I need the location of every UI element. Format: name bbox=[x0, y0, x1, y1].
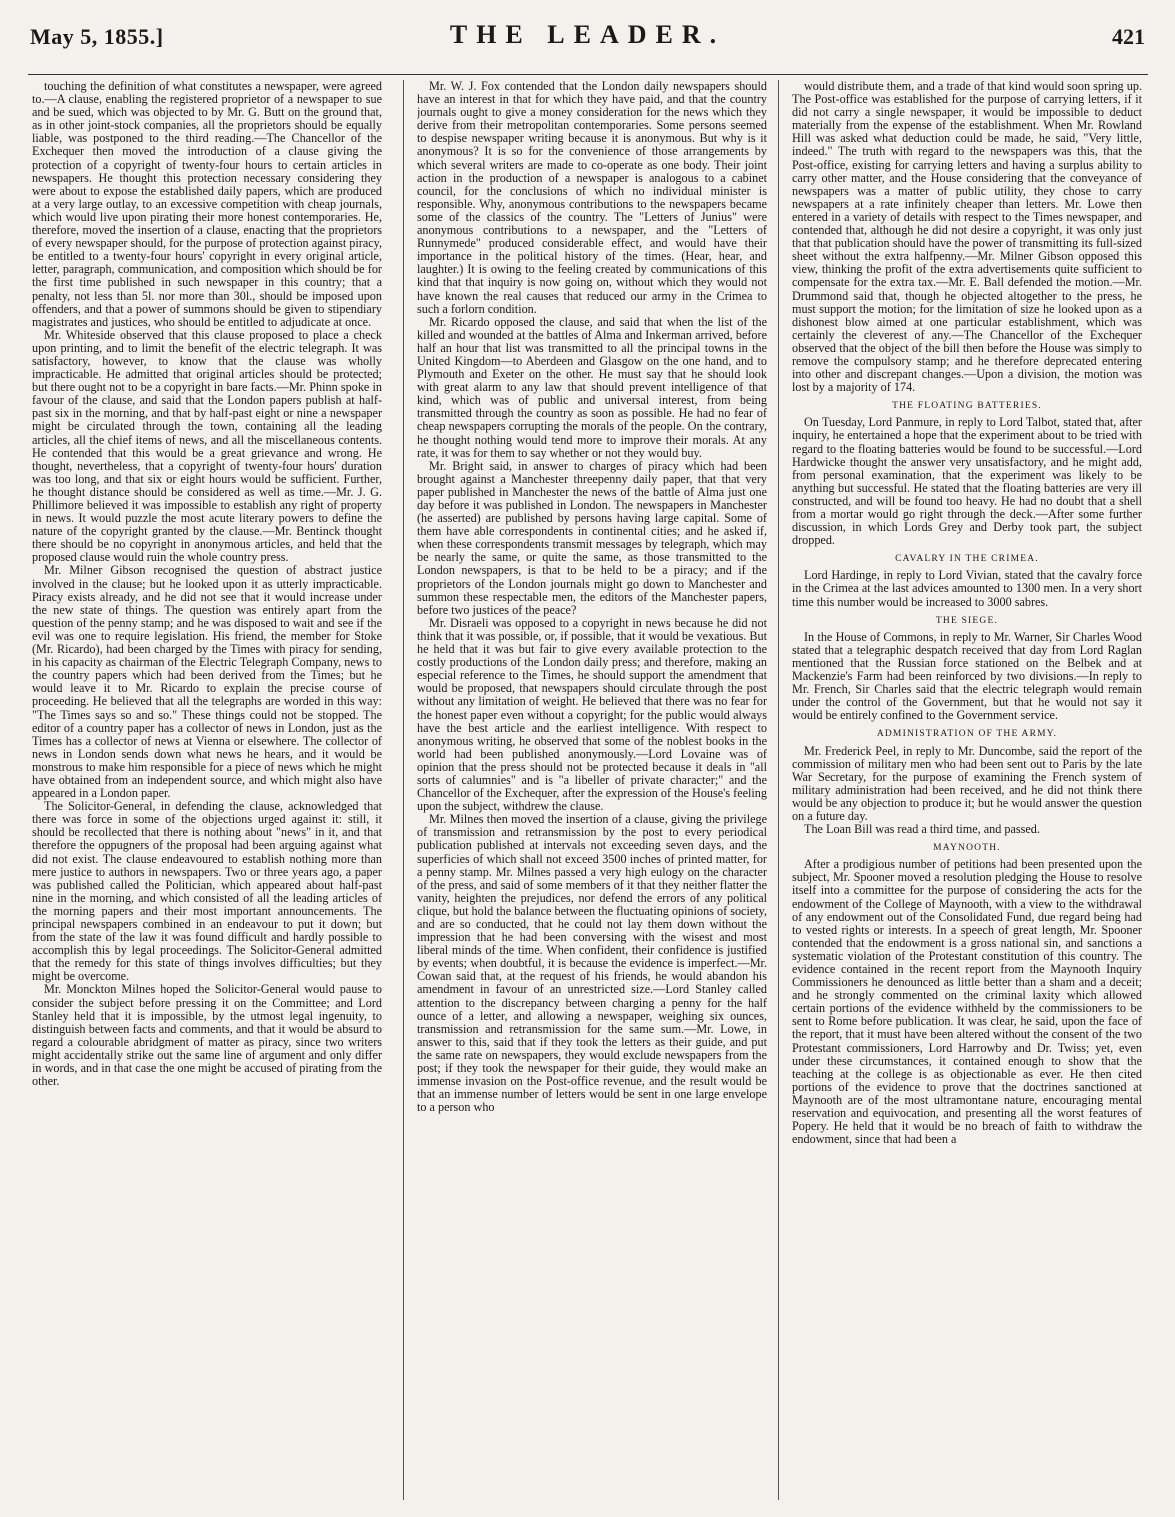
paragraph: Mr. W. J. Fox contended that the London daily newspapers should have an interest in that for which they have paid, and that the country journals ought to give a money consideration for the news which they derive from their metropolitan contemporaries. Some persons seemed to despise newspaper writing because it is anonymous. But why is it anonymous? It is so for the convenience of those arrangements by which several writers are made to co-operate as one body. Their joint action in the production of a newspaper is analogous to a cabinet council, for the conclusions of which no individual minister is responsible. Why, anonymous contributions to the newspapers became some of the classics of the country. The "Letters of Junius" were anonymous contributions to a newspaper, and the "Letters of Runnymede" produced considerable effect, and would have their importance in the political history of the times. (Hear, hear, and laughter.) It is owing to the feeling created by communications of this kind that that inquiry is now going on, without which they would not have known the real causes that reduced our army in the Crimea to such a forlorn condition. bbox=[417, 80, 767, 316]
column-divider bbox=[403, 80, 404, 1500]
paragraph: The Loan Bill was read a third time, and passed. bbox=[804, 822, 1040, 837]
column-3 bbox=[792, 80, 1142, 1500]
paragraph: Lord Hardinge, in reply to Lord Vivian, stated that the cavalry force in the Crimea at the last advices amounted to 1300 men. In a very short time this number would be increased to 3000 sabres. bbox=[792, 568, 1142, 609]
paragraph: Mr. Disraeli was opposed to a copyright in news because he did not think that it was possible, or, if possible, that it would be vexatious. But he held that it was but fair to give every available protection to the costly productions of the London daily press; and therefore, making an especial reference to the Times, he should support the amendment that would be proposed, that newspapers should circulate through the post without any limitation of weight. He believed that there was no fear for the honest paper even without a copyright; for the public would always have the best article and the earliest intelligence. With respect to anonymous writing, he observed that some of the noblest books in the world had been published anonymously.—Lord Lovaine was of opinion that the press should not be protected because it deals in "all sorts of calumnies" and is "a libeller of private character;" and the Chancellor of the Exchequer, after the expression of the House's feeling upon the subject, withdrew the clause. bbox=[417, 615, 767, 814]
column-1 bbox=[32, 80, 382, 1500]
page-number: 421 bbox=[1112, 24, 1145, 49]
paragraph: Mr. Whiteside observed that this clause proposed to place a check upon printing, and to limit the benefit of the electric telegraph. It was satisfactory, however, to know that the clause was wholly impracticable. He admitted that original articles should be protected; but there ought not to be a copyright in bare facts.—Mr. Phinn spoke in favour of the clause, and said that the London papers publish at half-past six in the morning, and that by half-past eight or nine a newspaper might be circulated through the town, containing all the leading articles, all the chief items of news, and all the miscellaneous contents. He contended that this would be a great grievance and wrong. He thought, nevertheless, that a copyright of twenty-four hours' duration was too long, and that six or eight hours would be sufficient. Further, he thought distance should be considered as well as time.—Mr. J. G. Phillimore believed it was impossible to establish any right of property in news. It would puzzle the most acute literary powers to define the nature of the copyright granted by the clause.—Mr. Bentinck thought there should be no copyright in anonymous articles, and held that the proposed clause would ruin the whole country press. bbox=[32, 327, 382, 565]
paragraph: Mr. Bright said, in answer to charges of piracy which had been brought against a Manchester threepenny daily paper, that that very paper published in Manchester the news of the battle of Alma just one day before it was published in London. The newspapers in Manchester (he asserted) are published by persons having large capital. Some of them have able correspondents in continental cities; and he asked if, when these correspondents transmit messages by telegraph, which may be nearly the same, or quite the same, as those transmitted to the London newspapers, is that to be held to be a piracy; and if the proprietors of the London journals might go down to Manchester and summon these respectable men, the editors of the Manchester papers, before two justices of the peace? bbox=[417, 458, 767, 617]
paragraph: In the House of Commons, in reply to Mr. Warner, Sir Charles Wood stated that a telegraphic despatch received that day from Lord Raglan mentioned that the Russian force stationed on the Belbek and at Mackenzie's Farm had been reinforced by two divisions.—In reply to Mr. French, Sir Charles said that the electric telegraph would remain under the control of the Government, but that he would not say it would be entirely confined to the Government service. bbox=[792, 629, 1142, 723]
paragraph: Mr. Milner Gibson recognised the question of abstract justice involved in the clause; but he looked upon it as utterly impracticable. Piracy exists already, and he did not see that it would increase under the new state of things. The question was entirely apart from the question of the penny stamp; and he was disposed to wait and see if the evil was one to require legislation. His friend, the member for Stoke (Mr. Ricardo), had been charged by the Times with piracy for sending, in his capacity as chairman of the Electric Telegraph Company, news to the country papers which had been derived from the Times; but he would leave it to Mr. Ricardo to explain the precise course of proceeding. He believed that all the telegraphs are worded in this way: "The Times says so and so." These things could not be stopped. The editor of a country paper has a collector of news in London, just as the Times has a collector of news at Vienna or elsewhere. The collector of news in London sends down what news he hears, and it would be monstrous to make him responsible for a piece of news which he might have obtained from an independent source, and which might also have appeared in a London paper. bbox=[32, 563, 382, 801]
masthead bbox=[30, 18, 1145, 52]
paragraph: Mr. Milnes then moved the insertion of a clause, giving the privilege of transmission and retransmission by the post to every periodical publication published at intervals not exceeding seven days, and the superficies of which shall not exceed 3500 inches of printed matter, for a penny stamp. Mr. Milnes passed a very high eulogy on the character of the press, and said of some members of it that they neither flatter the vanity, heighten the prejudices, nor defend the errors of any political clique, but hold the balance between the fluctuating opinions of society, and are so conducted, that he could not lay them down without the impression that he had been conversing with the wisest and most liberal minds of the time. When confident, their confidence is justified by events; when doubtful, it is because the evidence is imperfect.—Mr. Cowan said that, at the request of his friends, he would abandon his amendment in favour of an unrestricted size.—Lord Stanley called attention to the discrepancy between charging a penny for the half ounce of a letter, and allowing a newspaper, weighing six ounces, transmission and retransmission for the same sum.—Mr. Lowe, in answer to this, said that if they took the letters as their guide, and put the same rate on newspapers, they would exclude newspapers from the post; if they took the newspaper for their guide, they would make an immense invasion on the Post-office revenue, and the result would be that an immense number of letters would be sent in one large envelope to a person who bbox=[417, 812, 767, 1115]
section-heading-cavalry: CAVALRY IN THE CRIMEA. bbox=[895, 554, 1039, 565]
paragraph: would distribute them, and a trade of that kind would soon spring up. The Post-office was established for the purpose of carrying letters, if it did not carry a single newspaper, it would be impossible to deduct materially from the expense of the establishment. When Mr. Rowland Hill was asked what deduction could be made, he said, "Very little, indeed." The truth with regard to the newspapers was this, that the Post-office, existing for carrying letters and having a surplus ability to carry other matter, and the House considering that the conveyance of newspapers was a matter of public utility, they chose to carry newspapers at a rate infinitely cheaper than letters. Mr. Lowe then entered in a variety of details with respect to the Times newspaper, and contended that, although he did not desire a copyright, it was only just that that publication should have the power of transmitting its full-sized sheet without the extra halfpenny.—Mr. Milner Gibson opposed this view, thinking the profit of the extra advertisements quite sufficient to compensate for the extra tax.—Mr. E. Ball defended the motion.—Mr. Drummond said that, though he objected altogether to the press, he must support the motion; for the limitation of size he looked upon as a dishonest blow aimed at one particular establishment, which was certainly the cleverest of any.—The Chancellor of the Exchequer observed that the object of the bill then before the House was simply to remove the compulsory stamp; and he therefore deprecated entering into other and discrepant changes.—Upon a division, the motion was lost by a majority of 174. bbox=[792, 80, 1142, 395]
paragraph: Mr. Frederick Peel, in reply to Mr. Duncombe, said the report of the commission of military men who had been sent out to Paris by the late War Secretary, for the purpose of examining the French system of military administration had been received, and he did not think there would be any objection to produce it; but he would answer the question on a future day. bbox=[792, 743, 1142, 823]
paragraph: Mr. Monckton Milnes hoped the Solicitor-General would pause to consider the subject before pressing it on the Committee; and Lord Stanley held that it is impossible, by the utmost legal ingenuity, to distinguish between facts and comments, and that it would be absurd to regard a colourable abridgment of matter as piracy, since two writers might accidentally strike out the same line of argument and only differ in words, and in that case the one might be accused of pirating from the other. bbox=[32, 982, 382, 1089]
paragraph: touching the definition of what constitutes a newspaper, were agreed to.—A clause, enabling the registered proprietor of a newspaper to sue and be sued, which was objected to by Mr. G. Butt on the ground that, as in other joint-stock companies, all the proprietors should be equally liable, was postponed to the third reading.—The Chancellor of the Exchequer then moved the introduction of a clause giving the protection of a copyright of twenty-four hours to certain articles in newspapers. He thought this protection necessary considering they were about to expose the established daily papers, which are produced at a very large outlay, to an excessive competition with cheap journals, which would live upon pirating their more honest contemporaries. He, therefore, moved the insertion of a clause, enacting that the proprietors of every newspaper should, for the purpose of protection against piracy, be entitled to a twenty-four hours' copyright in every original article, letter, paragraph, communication, and composition which should be for the first time published in such newspaper in this country; that a penalty, not less than 5l. nor more than 30l., should be imposed upon offenders, and that a power of summons should be given to stipendiary magistrates and justices, who should be entitled to adjudicate at once. bbox=[32, 80, 382, 329]
paragraph: After a prodigious number of petitions had been presented upon the subject, Mr. Spooner moved a resolution pledging the House to resolve itself into a committee for the purpose of considering the acts for the endowment of the College of Maynooth, with a view to the withdrawal of any endowment out of the Consolidated Fund, due regard being had to vested rights or interests. In a speech of great length, Mr. Spooner contended that the endowment is a gross national sin, and sanctions a systematic violation of the Protestant constitution of this country. The evidence contained in the recent report from the Maynooth Inquiry Commissioners he denounced as little better than a sham and a deceit; and he strongly commented on the criminal laxity which allowed certain portions of the evidence withheld by the commissioners to be sent to Rome before publication. It was clear, he said, upon the face of the report, that it must have been altered without the consent of the two Protestant commissioners, Lord Harrowby and Dr. Twiss; yet, even under these circumstances, it contained enough to show that the teaching at the college is as objectionable as ever. He then cited portions of the evidence to prove that the doctrines sanctioned at Maynooth are of the most ultramontane nature, encouraging mental reservation and equivocation, and presenting all the worst features of Popery. He held that it would be no breach of faith to withdraw the endowment, since that had been a bbox=[792, 857, 1142, 1147]
paragraph: The Solicitor-General, in defending the clause, acknowledged that there was force in some of the objections urged against it: still, it should be recollected that there is nothing about "news" in it, and that therefore the oppugners of the proposal had been arguing against what did not exist. The clause endeavoured to establish nothing more than mere justice to authors in newspapers. Two or three years ago, a paper was published called the Politician, which appeared about half-past nine in the morning, and which consisted of all the leading articles of the morning papers and their most important announcements. The principal newspapers combined in an endeavour to put it down; but from the state of the law it was found difficult and hardly possible to accomplish this by legal proceedings. The Solicitor-General admitted that the remedy for this state of things involves difficulties; but they might be overcome. bbox=[32, 799, 382, 984]
column-2 bbox=[417, 80, 767, 1500]
paragraph: Mr. Ricardo opposed the clause, and said that when the list of the killed and wounded at the battles of Alma and Inkerman arrived, before half an hour that list was transmitted to all the principal towns in the United Kingdom—to Aberdeen and Glasgow on the one hand, and to Plymouth and Exeter on the other. He must say that he should look with great alarm to any law that should prevent intelligence of that kind, which was of public and universal interest, from being transmitted through the country as soon as possible. He had no fear of cheap newspapers corrupting the morals of the people. On the contrary, he thought nothing would tend more to improve their morals. At any rate, it was for them to say whether or not they would buy. bbox=[417, 314, 767, 460]
column-divider bbox=[778, 80, 779, 1500]
section-heading-maynooth: MAYNOOTH. bbox=[933, 843, 1001, 854]
issue-date: May 5, 1855.] bbox=[30, 24, 164, 49]
newspaper-title: THE LEADER. bbox=[449, 20, 726, 49]
section-heading-floating-batteries: THE FLOATING BATTERIES. bbox=[892, 401, 1042, 412]
paragraph: On Tuesday, Lord Panmure, in reply to Lord Talbot, stated that, after inquiry, he entertained a hope that the experiment about to be tried with regard to the floating batteries would be found to be successful.—Lord Hardwicke thought the answer very unsatisfactory, and he might add, from personal examination, that the experiment was likely to be anything but successful. He stated that the floating batteries are very ill constructed, and will be found too heavy. He had no doubt that a shell from a mortar would go right through the deck.—After some further discussion, in which Lords Grey and Derby took part, the subject dropped. bbox=[792, 415, 1142, 548]
section-heading-army-administration: ADMINISTRATION OF THE ARMY. bbox=[876, 729, 1058, 740]
header-rule bbox=[28, 74, 1148, 75]
section-heading-siege: THE SIEGE. bbox=[935, 615, 999, 626]
